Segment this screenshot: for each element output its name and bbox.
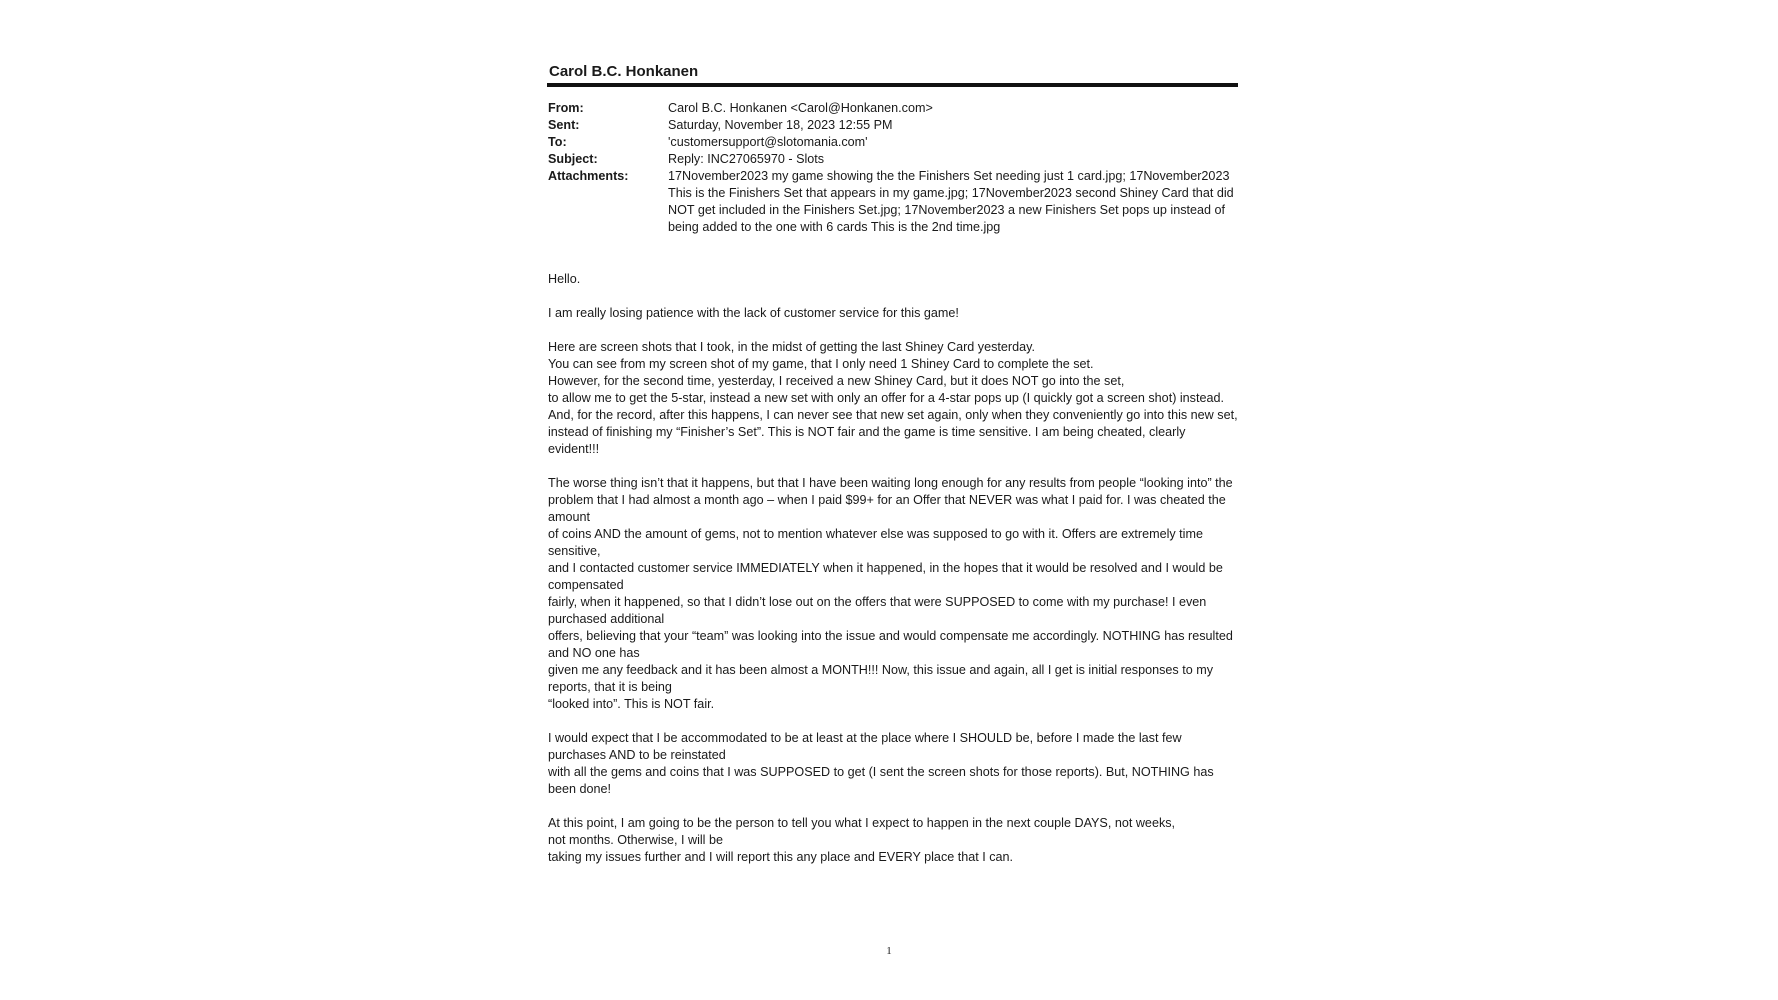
paragraph-1 (548, 305, 1238, 322)
page-number: 1 (886, 945, 892, 957)
paragraph-2 (548, 339, 1238, 458)
header-divider (547, 83, 1238, 87)
subject-row (548, 151, 1238, 168)
sent-row (548, 117, 1238, 134)
to-row (548, 134, 1238, 151)
from-label: From: (548, 101, 584, 115)
to-label: To: (548, 135, 567, 149)
body-line: instead of finishing my “Finisher’s Set”. This is NOT fair and the game is time sensitive. I am being cheated, clearly evident!!! (548, 425, 1186, 456)
body-line: You can see from my screen shot of my game, that I only need 1 Shiney Card to complete the set. (548, 357, 1094, 371)
body-line: And, for the record, after this happens, I can never see that new set again, only when they conveniently go into this new set, (548, 408, 1238, 422)
sent-value: Saturday, November 18, 2023 12:55 PM (668, 118, 893, 132)
body-line: offers, believing that your “team” was looking into the issue and would compensate me accordingly. NOTHING has resulted and NO one has (548, 629, 1233, 660)
paragraph-5 (548, 815, 1238, 866)
body-line: The worse thing isn’t that it happens, but that I have been waiting long enough for any results from people “looking into” the (548, 476, 1233, 490)
from-value: Carol B.C. Honkanen <Carol@Honkanen.com> (668, 101, 933, 115)
body-line: “looked into”. This is NOT fair. (548, 697, 715, 711)
to-value: 'customersupport@slotomania.com' (668, 135, 868, 149)
body-line: fairly, when it happened, so that I didn’t lose out on the offers that were SUPPOSED to come with my purchase! I even purchased additional (548, 595, 1207, 626)
email-body (548, 271, 1238, 866)
subject-label: Subject: (548, 152, 598, 166)
email-printout (548, 62, 1238, 883)
body-line: given me any feedback and it has been almost a MONTH!!! Now, this issue and again, all I get is initial responses to my reports, that it is being (548, 663, 1214, 694)
paragraph-3 (548, 475, 1238, 713)
body-line: problem that I had almost a month ago – when I paid $99+ for an Offer that NEVER was what I paid for. I was cheated the amount (548, 493, 1226, 524)
from-row (548, 100, 1238, 117)
body-line: not months. Otherwise, I will be (548, 833, 723, 847)
attachments-value: 17November2023 my game showing the the Finishers Set needing just 1 card.jpg; 17November2023 This is the Finishers Set that appears in my game.jpg; 17November2023 second Shiney Card that did NOT get included in the Finishers Set.jpg; 17November2023 a new Finishers Set pops up instead of being added to the one with 6 cards This is the 2nd time.jpg (668, 169, 1234, 234)
body-line: to allow me to get the 5-star, instead a new set with only an offer for a 4-star pops up (I quickly got a screen shot) instead. (548, 391, 1224, 405)
greeting-line: Hello. (548, 272, 581, 286)
body-line: I would expect that I be accommodated to be at least at the place where I SHOULD be, before I made the last few purchases AND to be reinstated (548, 731, 1182, 762)
attachments-label: Attachments: (548, 169, 629, 183)
sent-label: Sent: (548, 118, 580, 132)
body-line: and I contacted customer service IMMEDIATELY when it happened, in the hopes that it would be resolved and I would be compensated (548, 561, 1223, 592)
sender-name-heading: Carol B.C. Honkanen (549, 63, 699, 80)
body-line: with all the gems and coins that I was SUPPOSED to get (I sent the screen shots for those reports). But, NOTHING has been done! (548, 765, 1214, 796)
attachments-row (548, 168, 1238, 236)
body-line: of coins AND the amount of gems, not to mention whatever else was supposed to go with it. Offers are extremely time sensitive, (548, 527, 1203, 558)
body-line: At this point, I am going to be the person to tell you what I expect to happen in the next couple DAYS, not weeks, (548, 816, 1176, 830)
email-header-fields (548, 100, 1238, 236)
body-line: I am really losing patience with the lack of customer service for this game! (548, 306, 959, 320)
body-line: Here are screen shots that I took, in the midst of getting the last Shiney Card yesterday. (548, 340, 1035, 354)
greeting-paragraph (548, 271, 1238, 288)
body-line: However, for the second time, yesterday, I received a new Shiney Card, but it does NOT go into the set, (548, 374, 1125, 388)
paragraph-4 (548, 730, 1238, 798)
subject-value: Reply: INC27065970 - Slots (668, 152, 825, 166)
body-line: taking my issues further and I will report this any place and EVERY place that I can. (548, 850, 1014, 864)
